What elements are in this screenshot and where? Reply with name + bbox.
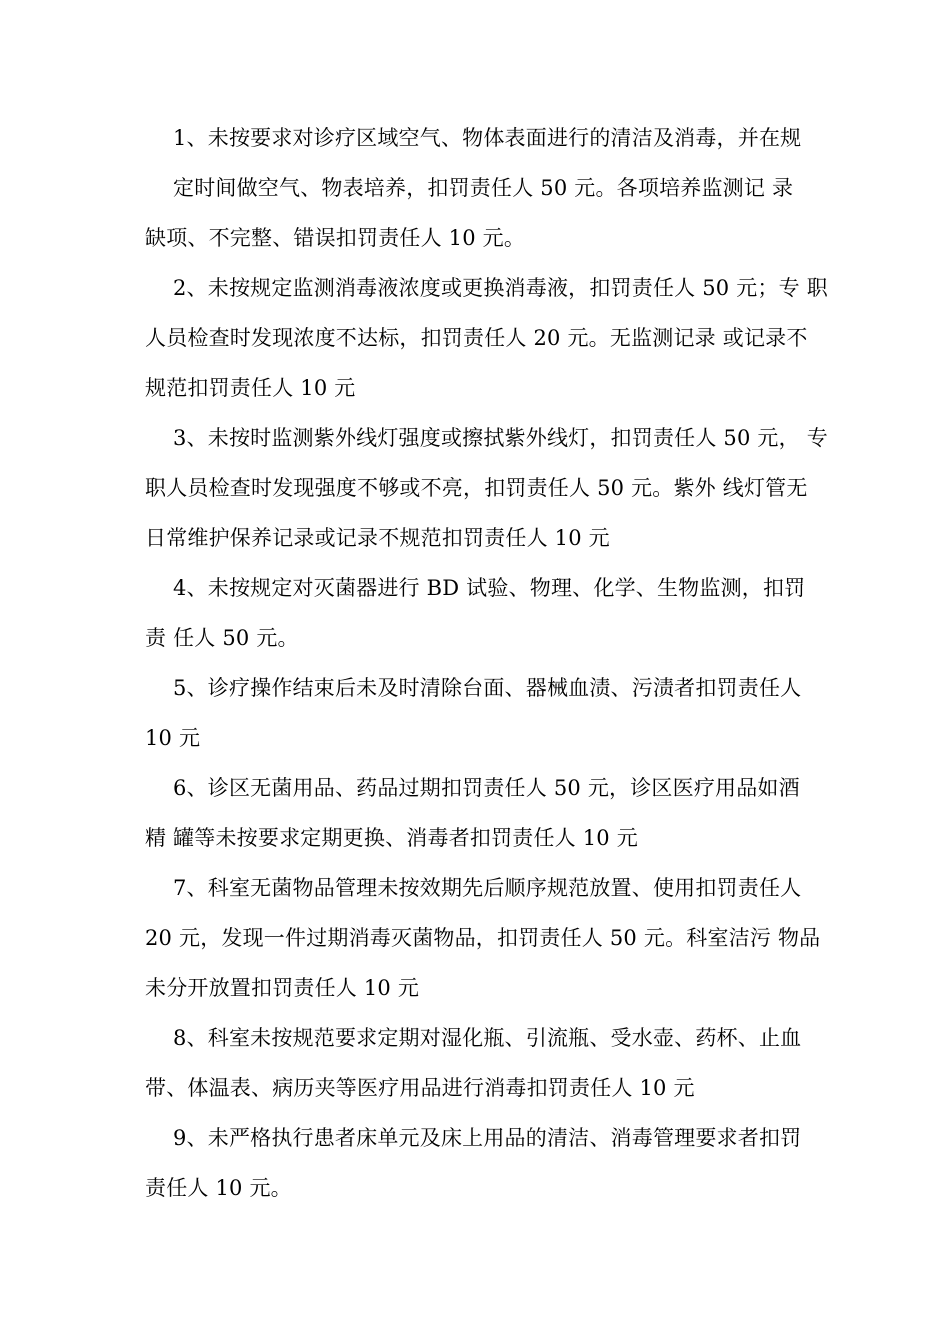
item-5-line-2: 10 元 [145, 726, 201, 750]
item-3-line-1: 3、未按时监测紫外线灯强度或擦拭紫外线灯，扣罚责任人 50 元， 专 [173, 426, 828, 450]
item-2-line-3: 规范扣罚责任人 10 元 [145, 376, 356, 400]
item-2-line-2: 人员检查时发现浓度不达标，扣罚责任人 20 元。无监测记录 或记录不 [145, 326, 808, 350]
item-8-line-2: 带、体温表、病历夹等医疗用品进行消毒扣罚责任人 10 元 [145, 1076, 695, 1100]
item-1-line-2: 定时间做空气、物表培养，扣罚责任人 50 元。各项培养监测记 录 [173, 176, 794, 200]
item-9-line-2: 责任人 10 元。 [145, 1176, 292, 1200]
item-6-line-2: 精 罐等未按要求定期更换、消毒者扣罚责任人 10 元 [145, 826, 638, 850]
item-1-line-3: 缺项、不完整、错误扣罚责任人 10 元。 [145, 226, 526, 250]
item-7-line-1: 7、科室无菌物品管理未按效期先后顺序规范放置、使用扣罚责任人 [173, 876, 802, 900]
item-7-line-3: 未分开放置扣罚责任人 10 元 [145, 976, 420, 1000]
item-5-line-1: 5、诊疗操作结束后未及时清除台面、器械血渍、污渍者扣罚责任人 [173, 676, 802, 700]
item-4-line-2: 责 任人 50 元。 [145, 626, 299, 650]
item-1-line-1: 1、未按要求对诊疗区域空气、物体表面进行的清洁及消毒，并在规 [173, 126, 802, 150]
item-2-line-1: 2、未按规定监测消毒液浓度或更换消毒液，扣罚责任人 50 元；专 职 [173, 276, 828, 300]
item-4-line-1: 4、未按规定对灭菌器进行 BD 试验、物理、化学、生物监测，扣罚 [173, 576, 806, 600]
item-7-line-2: 20 元，发现一件过期消毒灭菌物品，扣罚责任人 50 元。科室洁污 物品 [145, 926, 821, 950]
item-6-line-1: 6、诊区无菌用品、药品过期扣罚责任人 50 元，诊区医疗用品如酒 [173, 776, 800, 800]
item-9-line-1: 9、未严格执行患者床单元及床上用品的清洁、消毒管理要求者扣罚 [173, 1126, 802, 1150]
item-3-line-2: 职人员检查时发现强度不够或不亮，扣罚责任人 50 元。紫外 线灯管无 [145, 476, 808, 500]
item-3-line-3: 日常维护保养记录或记录不规范扣罚责任人 10 元 [145, 526, 610, 550]
item-8-line-1: 8、科室未按规范要求定期对湿化瓶、引流瓶、受水壶、药杯、止血 [173, 1026, 802, 1050]
